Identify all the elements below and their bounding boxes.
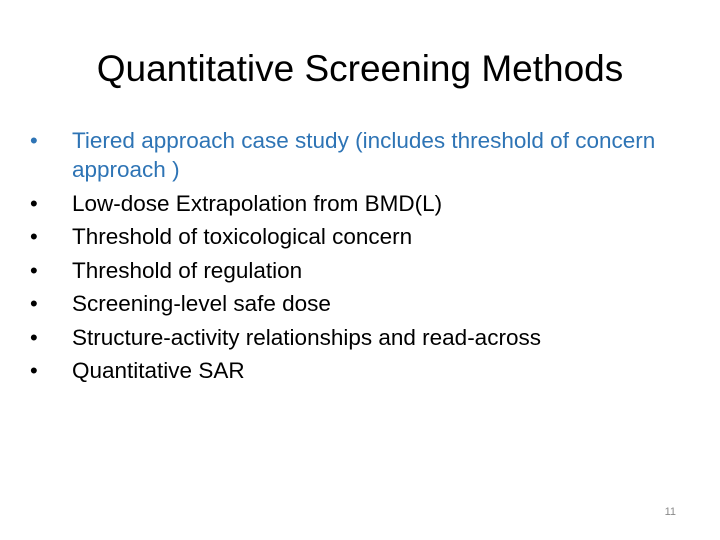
bullet-item <box>30 222 680 251</box>
bullet-item <box>30 323 680 352</box>
bullet-dot: • <box>30 291 38 316</box>
bullet-dot: • <box>30 190 38 216</box>
bullet-text: Tiered approach case study (includes threshold of concern approach ) <box>72 128 656 182</box>
bullet-text: Low-dose Extrapolation from BMD(L) <box>72 190 443 216</box>
bullet-text: Threshold of toxicological concern <box>72 224 413 249</box>
bullet-item <box>30 356 680 385</box>
bullet-dot: • <box>30 224 38 249</box>
bullet-text: Quantitative SAR <box>72 358 245 383</box>
bullet-dot: • <box>30 257 38 283</box>
bullet-item <box>30 289 680 318</box>
bullet-text: Structure-activity relationships and read-across <box>72 324 541 350</box>
slide-number: 11 <box>664 506 676 518</box>
bullet-list <box>30 126 680 390</box>
bullet-dot: • <box>30 324 38 350</box>
bullet-dot: • <box>30 358 38 383</box>
bullet-dot: • <box>30 128 38 153</box>
bullet-text: Screening-level safe dose <box>72 291 331 316</box>
bullet-item <box>30 126 680 184</box>
bullet-text: Threshold of regulation <box>72 257 303 283</box>
bullet-item <box>30 189 680 218</box>
bullet-item <box>30 256 680 285</box>
slide-title: Quantitative Screening Methods <box>96 48 624 89</box>
